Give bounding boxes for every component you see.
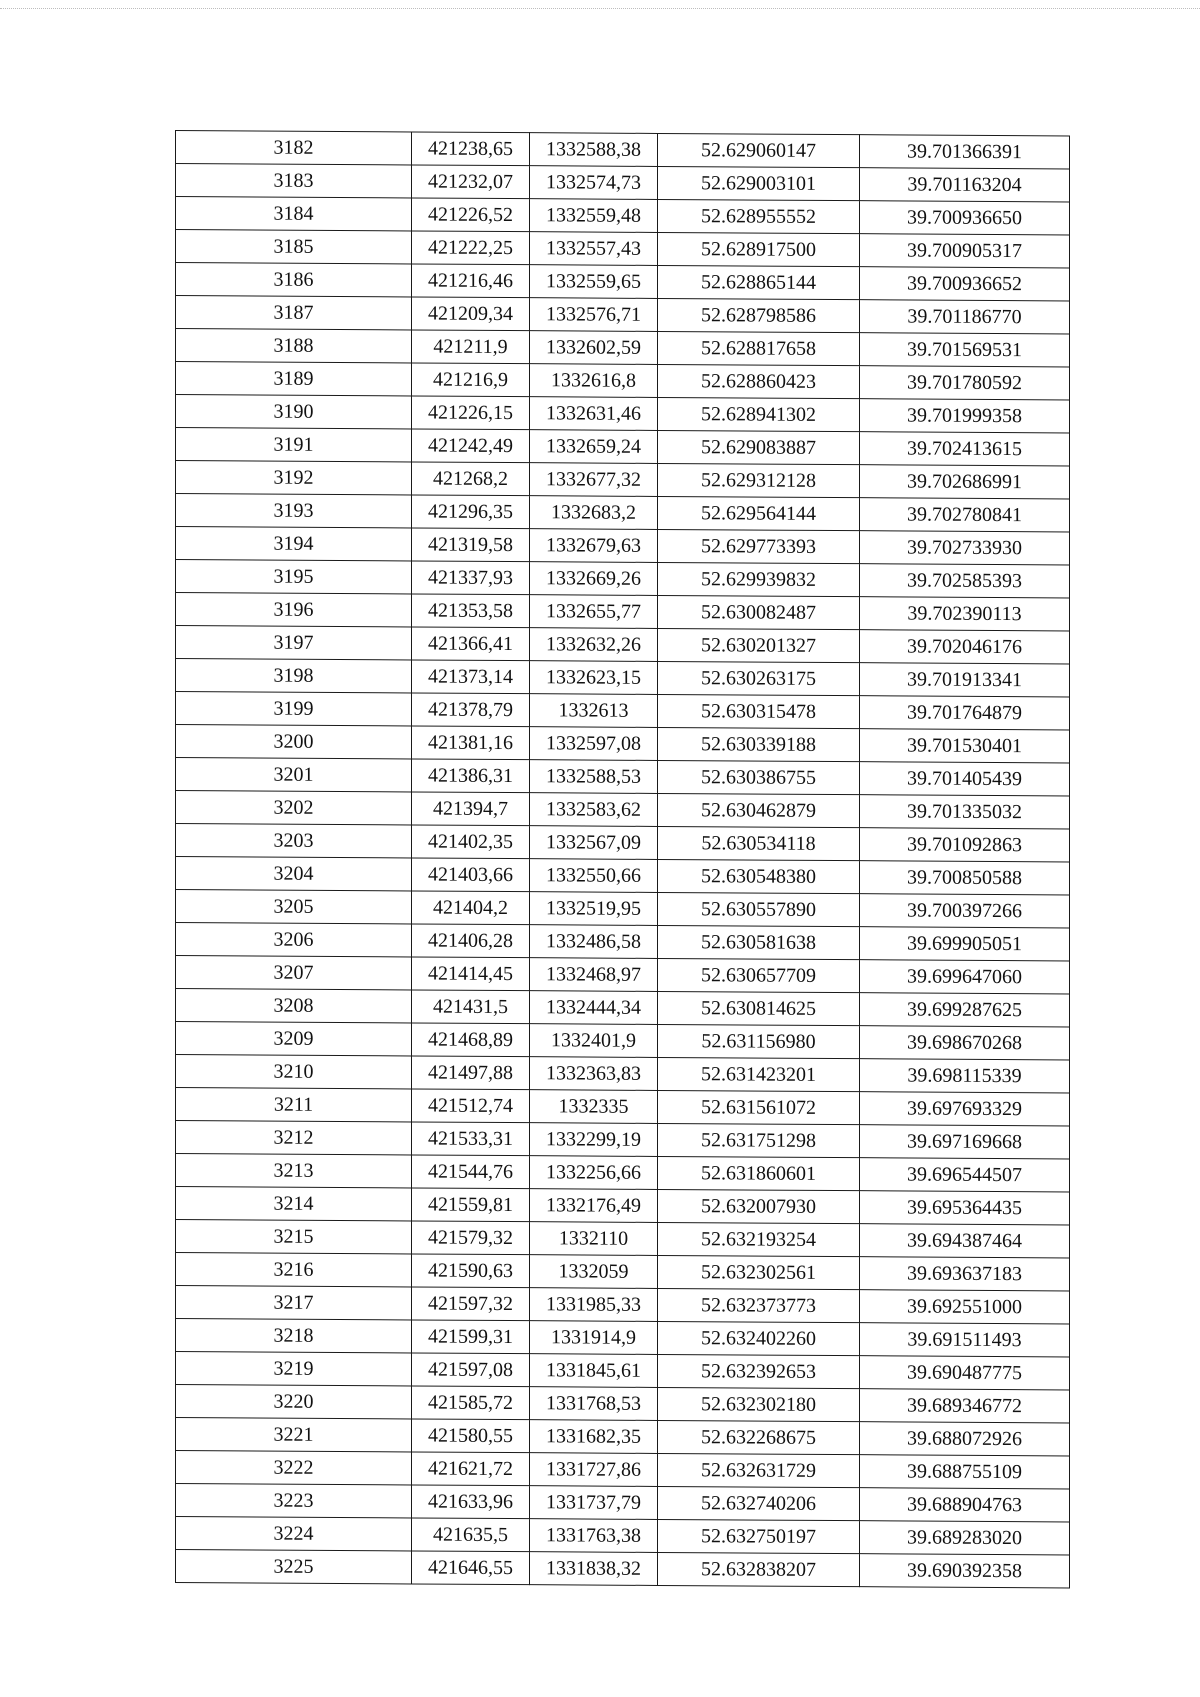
table-row bbox=[176, 494, 1070, 532]
longitude-cell: 39.690392358 bbox=[860, 1554, 1070, 1588]
y-coordinate-cell: 1332616,8 bbox=[530, 364, 658, 398]
y-coordinate-cell: 1332559,48 bbox=[530, 199, 658, 233]
longitude-cell: 39.699287625 bbox=[860, 993, 1070, 1027]
y-coordinate-cell: 1331763,38 bbox=[530, 1519, 658, 1553]
y-coordinate-cell: 1332583,62 bbox=[530, 793, 658, 827]
table-row bbox=[176, 230, 1070, 268]
x-coordinate-cell: 421512,74 bbox=[412, 1089, 530, 1123]
point-number-cell: 3213 bbox=[176, 1154, 412, 1188]
longitude-cell: 39.698670268 bbox=[860, 1026, 1070, 1060]
table-row bbox=[176, 725, 1070, 763]
longitude-cell: 39.701186770 bbox=[860, 300, 1070, 334]
longitude-cell: 39.697169668 bbox=[860, 1125, 1070, 1159]
point-number-cell: 3196 bbox=[176, 593, 412, 627]
point-number-cell: 3222 bbox=[176, 1451, 412, 1485]
table-row bbox=[176, 1187, 1070, 1225]
table-row bbox=[176, 890, 1070, 928]
x-coordinate-cell: 421216,46 bbox=[412, 264, 530, 298]
longitude-cell: 39.696544507 bbox=[860, 1158, 1070, 1192]
point-number-cell: 3211 bbox=[176, 1088, 412, 1122]
y-coordinate-cell: 1332576,71 bbox=[530, 298, 658, 332]
table-row bbox=[176, 1418, 1070, 1456]
x-coordinate-cell: 421497,88 bbox=[412, 1056, 530, 1090]
y-coordinate-cell: 1332401,9 bbox=[530, 1024, 658, 1058]
x-coordinate-cell: 421381,16 bbox=[412, 726, 530, 760]
longitude-cell: 39.700936650 bbox=[860, 201, 1070, 235]
y-coordinate-cell: 1331727,86 bbox=[530, 1453, 658, 1487]
table-row bbox=[176, 1088, 1070, 1126]
latitude-cell: 52.632007930 bbox=[658, 1189, 860, 1223]
x-coordinate-cell: 421394,7 bbox=[412, 792, 530, 826]
x-coordinate-cell: 421232,07 bbox=[412, 165, 530, 199]
longitude-cell: 39.694387464 bbox=[860, 1224, 1070, 1258]
point-number-cell: 3184 bbox=[176, 197, 412, 231]
y-coordinate-cell: 1332468,97 bbox=[530, 958, 658, 992]
longitude-cell: 39.699905051 bbox=[860, 927, 1070, 961]
point-number-cell: 3193 bbox=[176, 494, 412, 528]
x-coordinate-cell: 421238,65 bbox=[412, 132, 530, 166]
x-coordinate-cell: 421211,9 bbox=[412, 330, 530, 364]
y-coordinate-cell: 1332567,09 bbox=[530, 826, 658, 860]
longitude-cell: 39.700905317 bbox=[860, 234, 1070, 268]
point-number-cell: 3210 bbox=[176, 1055, 412, 1089]
x-coordinate-cell: 421406,28 bbox=[412, 924, 530, 958]
y-coordinate-cell: 1332632,26 bbox=[530, 628, 658, 662]
longitude-cell: 39.701366391 bbox=[860, 135, 1070, 169]
y-coordinate-cell: 1332557,43 bbox=[530, 232, 658, 266]
point-number-cell: 3209 bbox=[176, 1022, 412, 1056]
point-number-cell: 3191 bbox=[176, 428, 412, 462]
x-coordinate-cell: 421621,72 bbox=[412, 1452, 530, 1486]
longitude-cell: 39.701163204 bbox=[860, 168, 1070, 202]
table-row bbox=[176, 560, 1070, 598]
x-coordinate-cell: 421599,31 bbox=[412, 1320, 530, 1354]
latitude-cell: 52.630534118 bbox=[658, 826, 860, 860]
table-row bbox=[176, 1484, 1070, 1522]
y-coordinate-cell: 1331682,35 bbox=[530, 1420, 658, 1454]
latitude-cell: 52.629312128 bbox=[658, 463, 860, 497]
point-number-cell: 3183 bbox=[176, 164, 412, 198]
y-coordinate-cell: 1332299,19 bbox=[530, 1123, 658, 1157]
x-coordinate-cell: 421544,76 bbox=[412, 1155, 530, 1189]
point-number-cell: 3185 bbox=[176, 230, 412, 264]
y-coordinate-cell: 1332519,95 bbox=[530, 892, 658, 926]
x-coordinate-cell: 421296,35 bbox=[412, 495, 530, 529]
point-number-cell: 3202 bbox=[176, 791, 412, 825]
longitude-cell: 39.702046176 bbox=[860, 630, 1070, 664]
latitude-cell: 52.631561072 bbox=[658, 1090, 860, 1124]
y-coordinate-cell: 1332677,32 bbox=[530, 463, 658, 497]
y-coordinate-cell: 1332176,49 bbox=[530, 1189, 658, 1223]
table-row bbox=[176, 1517, 1070, 1555]
longitude-cell: 39.697693329 bbox=[860, 1092, 1070, 1126]
longitude-cell: 39.693637183 bbox=[860, 1257, 1070, 1291]
x-coordinate-cell: 421373,14 bbox=[412, 660, 530, 694]
latitude-cell: 52.630386755 bbox=[658, 760, 860, 794]
table-row bbox=[176, 1286, 1070, 1324]
latitude-cell: 52.632302180 bbox=[658, 1387, 860, 1421]
longitude-cell: 39.698115339 bbox=[860, 1059, 1070, 1093]
latitude-cell: 52.630657709 bbox=[658, 958, 860, 992]
x-coordinate-cell: 421646,55 bbox=[412, 1551, 530, 1585]
longitude-cell: 39.691511493 bbox=[860, 1323, 1070, 1357]
longitude-cell: 39.688072926 bbox=[860, 1422, 1070, 1456]
table-row bbox=[176, 263, 1070, 301]
point-number-cell: 3207 bbox=[176, 956, 412, 990]
x-coordinate-cell: 421590,63 bbox=[412, 1254, 530, 1288]
table-row bbox=[176, 1352, 1070, 1390]
x-coordinate-cell: 421222,25 bbox=[412, 231, 530, 265]
x-coordinate-cell: 421319,58 bbox=[412, 528, 530, 562]
x-coordinate-cell: 421268,2 bbox=[412, 462, 530, 496]
x-coordinate-cell: 421366,41 bbox=[412, 627, 530, 661]
latitude-cell: 52.630557890 bbox=[658, 892, 860, 926]
latitude-cell: 52.629060147 bbox=[658, 133, 860, 167]
y-coordinate-cell: 1332550,66 bbox=[530, 859, 658, 893]
table-row bbox=[176, 197, 1070, 235]
longitude-cell: 39.701780592 bbox=[860, 366, 1070, 400]
point-number-cell: 3187 bbox=[176, 296, 412, 330]
latitude-cell: 52.630263175 bbox=[658, 661, 860, 695]
latitude-cell: 52.632838207 bbox=[658, 1552, 860, 1586]
latitude-cell: 52.632402260 bbox=[658, 1321, 860, 1355]
x-coordinate-cell: 421633,96 bbox=[412, 1485, 530, 1519]
latitude-cell: 52.629773393 bbox=[658, 529, 860, 563]
x-coordinate-cell: 421337,93 bbox=[412, 561, 530, 595]
longitude-cell: 39.701999358 bbox=[860, 399, 1070, 433]
y-coordinate-cell: 1332110 bbox=[530, 1222, 658, 1256]
point-number-cell: 3221 bbox=[176, 1418, 412, 1452]
y-coordinate-cell: 1332597,08 bbox=[530, 727, 658, 761]
latitude-cell: 52.628798586 bbox=[658, 298, 860, 332]
table-row bbox=[176, 1385, 1070, 1423]
point-number-cell: 3190 bbox=[176, 395, 412, 429]
latitude-cell: 52.630339188 bbox=[658, 727, 860, 761]
table-row bbox=[176, 1319, 1070, 1357]
latitude-cell: 52.631751298 bbox=[658, 1123, 860, 1157]
latitude-cell: 52.632302561 bbox=[658, 1255, 860, 1289]
point-number-cell: 3199 bbox=[176, 692, 412, 726]
x-coordinate-cell: 421353,58 bbox=[412, 594, 530, 628]
point-number-cell: 3205 bbox=[176, 890, 412, 924]
x-coordinate-cell: 421242,49 bbox=[412, 429, 530, 463]
longitude-cell: 39.702413615 bbox=[860, 432, 1070, 466]
latitude-cell: 52.628941302 bbox=[658, 397, 860, 431]
latitude-cell: 52.630201327 bbox=[658, 628, 860, 662]
y-coordinate-cell: 1332335 bbox=[530, 1090, 658, 1124]
x-coordinate-cell: 421579,32 bbox=[412, 1221, 530, 1255]
table-row bbox=[176, 692, 1070, 730]
y-coordinate-cell: 1331985,33 bbox=[530, 1288, 658, 1322]
table-row bbox=[176, 362, 1070, 400]
table-row bbox=[176, 1451, 1070, 1489]
point-number-cell: 3204 bbox=[176, 857, 412, 891]
table-row bbox=[176, 593, 1070, 631]
x-coordinate-cell: 421559,81 bbox=[412, 1188, 530, 1222]
point-number-cell: 3216 bbox=[176, 1253, 412, 1287]
latitude-cell: 52.628955552 bbox=[658, 199, 860, 233]
latitude-cell: 52.630082487 bbox=[658, 595, 860, 629]
y-coordinate-cell: 1332623,15 bbox=[530, 661, 658, 695]
latitude-cell: 52.628865144 bbox=[658, 265, 860, 299]
y-coordinate-cell: 1331768,53 bbox=[530, 1387, 658, 1421]
latitude-cell: 52.632373773 bbox=[658, 1288, 860, 1322]
table-row bbox=[176, 1022, 1070, 1060]
point-number-cell: 3197 bbox=[176, 626, 412, 660]
latitude-cell: 52.630581638 bbox=[658, 925, 860, 959]
x-coordinate-cell: 421585,72 bbox=[412, 1386, 530, 1420]
latitude-cell: 52.632631729 bbox=[658, 1453, 860, 1487]
x-coordinate-cell: 421216,9 bbox=[412, 363, 530, 397]
longitude-cell: 39.701530401 bbox=[860, 729, 1070, 763]
table-row bbox=[176, 296, 1070, 334]
longitude-cell: 39.702686991 bbox=[860, 465, 1070, 499]
longitude-cell: 39.689346772 bbox=[860, 1389, 1070, 1423]
y-coordinate-cell: 1332559,65 bbox=[530, 265, 658, 299]
latitude-cell: 52.632268675 bbox=[658, 1420, 860, 1454]
table-row bbox=[176, 527, 1070, 565]
table-row bbox=[176, 659, 1070, 697]
table-row bbox=[176, 461, 1070, 499]
table-row bbox=[176, 1121, 1070, 1159]
x-coordinate-cell: 421580,55 bbox=[412, 1419, 530, 1453]
latitude-cell: 52.632740206 bbox=[658, 1486, 860, 1520]
table-row bbox=[176, 857, 1070, 895]
scan-edge-line bbox=[0, 8, 1200, 9]
latitude-cell: 52.628860423 bbox=[658, 364, 860, 398]
longitude-cell: 39.701405439 bbox=[860, 762, 1070, 796]
point-number-cell: 3189 bbox=[176, 362, 412, 396]
point-number-cell: 3218 bbox=[176, 1319, 412, 1353]
point-number-cell: 3223 bbox=[176, 1484, 412, 1518]
longitude-cell: 39.702733930 bbox=[860, 531, 1070, 565]
point-number-cell: 3206 bbox=[176, 923, 412, 957]
table-row bbox=[176, 758, 1070, 796]
longitude-cell: 39.688904763 bbox=[860, 1488, 1070, 1522]
point-number-cell: 3188 bbox=[176, 329, 412, 363]
y-coordinate-cell: 1332659,24 bbox=[530, 430, 658, 464]
table-row bbox=[176, 923, 1070, 961]
y-coordinate-cell: 1332059 bbox=[530, 1255, 658, 1289]
x-coordinate-cell: 421431,5 bbox=[412, 990, 530, 1024]
x-coordinate-cell: 421386,31 bbox=[412, 759, 530, 793]
y-coordinate-cell: 1332631,46 bbox=[530, 397, 658, 431]
longitude-cell: 39.701764879 bbox=[860, 696, 1070, 730]
table-row bbox=[176, 956, 1070, 994]
coordinates-table-container bbox=[175, 130, 1069, 1588]
y-coordinate-cell: 1331737,79 bbox=[530, 1486, 658, 1520]
longitude-cell: 39.689283020 bbox=[860, 1521, 1070, 1555]
longitude-cell: 39.702390113 bbox=[860, 597, 1070, 631]
point-number-cell: 3192 bbox=[176, 461, 412, 495]
y-coordinate-cell: 1332486,58 bbox=[530, 925, 658, 959]
y-coordinate-cell: 1332444,34 bbox=[530, 991, 658, 1025]
latitude-cell: 52.631156980 bbox=[658, 1024, 860, 1058]
x-coordinate-cell: 421404,2 bbox=[412, 891, 530, 925]
y-coordinate-cell: 1332256,66 bbox=[530, 1156, 658, 1190]
longitude-cell: 39.699647060 bbox=[860, 960, 1070, 994]
longitude-cell: 39.701569531 bbox=[860, 333, 1070, 367]
point-number-cell: 3200 bbox=[176, 725, 412, 759]
point-number-cell: 3212 bbox=[176, 1121, 412, 1155]
point-number-cell: 3195 bbox=[176, 560, 412, 594]
longitude-cell: 39.700850588 bbox=[860, 861, 1070, 895]
x-coordinate-cell: 421597,32 bbox=[412, 1287, 530, 1321]
y-coordinate-cell: 1332655,77 bbox=[530, 595, 658, 629]
x-coordinate-cell: 421402,35 bbox=[412, 825, 530, 859]
table-row bbox=[176, 164, 1070, 202]
latitude-cell: 52.632750197 bbox=[658, 1519, 860, 1553]
table-row bbox=[176, 791, 1070, 829]
latitude-cell: 52.630814625 bbox=[658, 991, 860, 1025]
x-coordinate-cell: 421226,52 bbox=[412, 198, 530, 232]
latitude-cell: 52.628817658 bbox=[658, 331, 860, 365]
point-number-cell: 3217 bbox=[176, 1286, 412, 1320]
x-coordinate-cell: 421635,5 bbox=[412, 1518, 530, 1552]
latitude-cell: 52.629003101 bbox=[658, 166, 860, 200]
point-number-cell: 3198 bbox=[176, 659, 412, 693]
latitude-cell: 52.632193254 bbox=[658, 1222, 860, 1256]
point-number-cell: 3219 bbox=[176, 1352, 412, 1386]
longitude-cell: 39.702585393 bbox=[860, 564, 1070, 598]
point-number-cell: 3186 bbox=[176, 263, 412, 297]
y-coordinate-cell: 1332574,73 bbox=[530, 166, 658, 200]
x-coordinate-cell: 421378,79 bbox=[412, 693, 530, 727]
y-coordinate-cell: 1331838,32 bbox=[530, 1552, 658, 1586]
longitude-cell: 39.692551000 bbox=[860, 1290, 1070, 1324]
y-coordinate-cell: 1332363,83 bbox=[530, 1057, 658, 1091]
table-row bbox=[176, 824, 1070, 862]
latitude-cell: 52.629564144 bbox=[658, 496, 860, 530]
table-row bbox=[176, 626, 1070, 664]
longitude-cell: 39.700936652 bbox=[860, 267, 1070, 301]
longitude-cell: 39.695364435 bbox=[860, 1191, 1070, 1225]
table-row bbox=[176, 131, 1070, 169]
longitude-cell: 39.690487775 bbox=[860, 1356, 1070, 1390]
table-body bbox=[176, 131, 1070, 1588]
table-row bbox=[176, 329, 1070, 367]
point-number-cell: 3214 bbox=[176, 1187, 412, 1221]
point-number-cell: 3194 bbox=[176, 527, 412, 561]
table-row bbox=[176, 1055, 1070, 1093]
y-coordinate-cell: 1332602,59 bbox=[530, 331, 658, 365]
table-row bbox=[176, 1550, 1070, 1588]
table-row bbox=[176, 989, 1070, 1027]
latitude-cell: 52.629939832 bbox=[658, 562, 860, 596]
longitude-cell: 39.688755109 bbox=[860, 1455, 1070, 1489]
table-row bbox=[176, 395, 1070, 433]
x-coordinate-cell: 421209,34 bbox=[412, 297, 530, 331]
latitude-cell: 52.628917500 bbox=[658, 232, 860, 266]
longitude-cell: 39.701335032 bbox=[860, 795, 1070, 829]
point-number-cell: 3208 bbox=[176, 989, 412, 1023]
latitude-cell: 52.632392653 bbox=[658, 1354, 860, 1388]
y-coordinate-cell: 1332588,53 bbox=[530, 760, 658, 794]
point-number-cell: 3182 bbox=[176, 131, 412, 165]
y-coordinate-cell: 1332669,26 bbox=[530, 562, 658, 596]
y-coordinate-cell: 1332679,63 bbox=[530, 529, 658, 563]
x-coordinate-cell: 421597,08 bbox=[412, 1353, 530, 1387]
y-coordinate-cell: 1331845,61 bbox=[530, 1354, 658, 1388]
point-number-cell: 3220 bbox=[176, 1385, 412, 1419]
table-row bbox=[176, 1253, 1070, 1291]
y-coordinate-cell: 1332613 bbox=[530, 694, 658, 728]
y-coordinate-cell: 1331914,9 bbox=[530, 1321, 658, 1355]
table-row bbox=[176, 1154, 1070, 1192]
latitude-cell: 52.631860601 bbox=[658, 1156, 860, 1190]
longitude-cell: 39.700397266 bbox=[860, 894, 1070, 928]
point-number-cell: 3201 bbox=[176, 758, 412, 792]
latitude-cell: 52.630548380 bbox=[658, 859, 860, 893]
x-coordinate-cell: 421414,45 bbox=[412, 957, 530, 991]
latitude-cell: 52.630462879 bbox=[658, 793, 860, 827]
x-coordinate-cell: 421533,31 bbox=[412, 1122, 530, 1156]
point-number-cell: 3224 bbox=[176, 1517, 412, 1551]
x-coordinate-cell: 421468,89 bbox=[412, 1023, 530, 1057]
longitude-cell: 39.702780841 bbox=[860, 498, 1070, 532]
point-number-cell: 3225 bbox=[176, 1550, 412, 1584]
longitude-cell: 39.701092863 bbox=[860, 828, 1070, 862]
coordinates-table bbox=[175, 130, 1070, 1588]
table-row bbox=[176, 1220, 1070, 1258]
latitude-cell: 52.630315478 bbox=[658, 694, 860, 728]
point-number-cell: 3203 bbox=[176, 824, 412, 858]
x-coordinate-cell: 421226,15 bbox=[412, 396, 530, 430]
latitude-cell: 52.629083887 bbox=[658, 430, 860, 464]
x-coordinate-cell: 421403,66 bbox=[412, 858, 530, 892]
point-number-cell: 3215 bbox=[176, 1220, 412, 1254]
table-row bbox=[176, 428, 1070, 466]
longitude-cell: 39.701913341 bbox=[860, 663, 1070, 697]
y-coordinate-cell: 1332683,2 bbox=[530, 496, 658, 530]
latitude-cell: 52.631423201 bbox=[658, 1057, 860, 1091]
y-coordinate-cell: 1332588,38 bbox=[530, 133, 658, 167]
